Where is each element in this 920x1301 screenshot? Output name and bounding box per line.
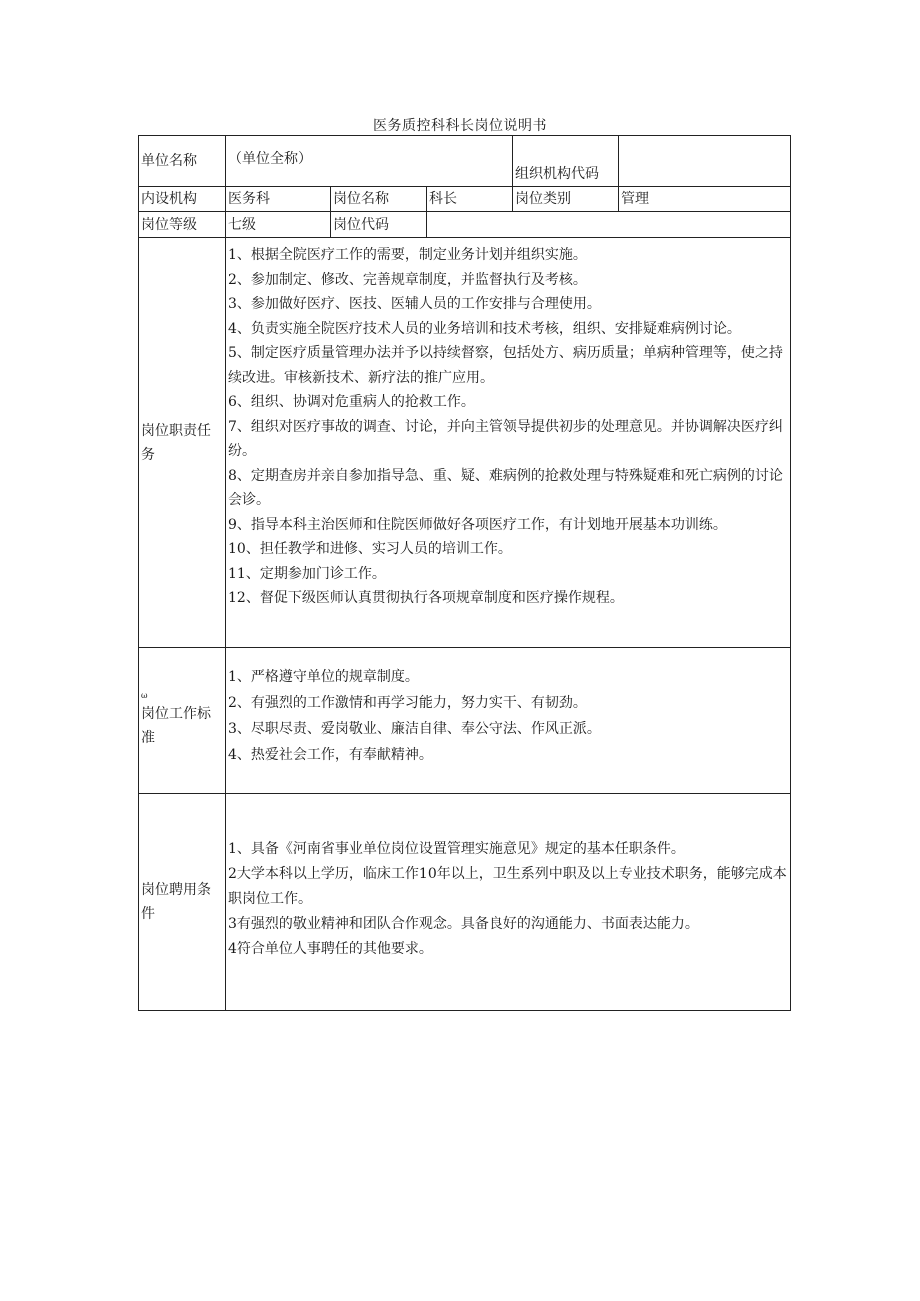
requirement-item: 3有强烈的敬业精神和团队合作观念。具备良好的沟通能力、书面表达能力。 bbox=[228, 916, 699, 932]
standards-label-cell bbox=[139, 648, 226, 794]
dept-value[interactable]: 医务科 bbox=[226, 187, 331, 212]
standards-label: 岗位工作标准 bbox=[141, 705, 211, 746]
duty-item: 8、定期查房并亲自参加指导急、重、疑、难病例的抢救处理与特殊疑难和死亡病例的讨论会诊。 bbox=[228, 467, 783, 508]
duty-item: 6、组织、协调对危重病人的抢救工作。 bbox=[228, 394, 475, 410]
standard-item: 4、热爱社会工作，有奉献精神。 bbox=[228, 747, 433, 763]
standard-item: 1、严格遵守单位的规章制度。 bbox=[228, 669, 419, 685]
duties-label: 岗位职责任务 bbox=[139, 238, 226, 648]
requirements-label: 岗位聘用条件 bbox=[139, 794, 226, 1011]
duty-item: 1、根据全院医疗工作的需要，制定业务计划并组织实施。 bbox=[228, 247, 587, 263]
duty-item: 2、参加制定、修改、完善规章制度，并监督执行及考核。 bbox=[228, 271, 587, 288]
duties-list bbox=[226, 238, 791, 648]
standards-list bbox=[226, 648, 791, 794]
row-standards bbox=[139, 648, 791, 794]
post-grade-label: 岗位等级 bbox=[139, 212, 226, 238]
requirement-item: 4符合单位人事聘任的其他要求。 bbox=[228, 941, 433, 957]
requirement-item: 1、具备《河南省事业单位岗位设置管理实施意见》规定的基本任职条件。 bbox=[228, 841, 685, 857]
duty-item: 10、担任教学和进修、实习人员的培训工作。 bbox=[228, 541, 512, 557]
org-code-value[interactable] bbox=[619, 136, 791, 187]
dept-label: 内设机构 bbox=[139, 187, 226, 212]
post-code-label: 岗位代码 bbox=[331, 212, 427, 238]
post-type-value[interactable]: 管理 bbox=[619, 187, 791, 212]
row-duties bbox=[139, 238, 791, 648]
unit-name-label: 单位名称 bbox=[139, 136, 226, 187]
standards-mark: ω bbox=[141, 690, 148, 700]
org-code-label: 组织机构代码 bbox=[513, 136, 619, 187]
requirements-list bbox=[226, 794, 791, 1011]
duty-item: 12、督促下级医师认真贯彻执行各项规章制度和医疗操作规程。 bbox=[228, 590, 624, 606]
row-unit-name bbox=[139, 136, 791, 187]
requirement-item: 2大学本科以上学历，临床工作10年以上，卫生系列中职及以上专业技术职务，能够完成本职岗位工作。 bbox=[228, 866, 787, 907]
post-grade-value[interactable]: 七级 bbox=[226, 212, 331, 238]
unit-name-value[interactable]: （单位全称） bbox=[226, 136, 513, 187]
post-name-value[interactable]: 科长 bbox=[427, 187, 513, 212]
post-code-value[interactable] bbox=[427, 212, 791, 238]
document-title: 医务质控科科长岗位说明书 bbox=[373, 118, 547, 134]
duty-item: 4、负责实施全院医疗技术人员的业务培训和技术考核，组织、安排疑难病例讨论。 bbox=[228, 320, 741, 337]
duty-item: 3、参加做好医疗、医技、医辅人员的工作安排与合理使用。 bbox=[228, 296, 601, 312]
row-grade bbox=[139, 212, 791, 238]
standard-item: 2、有强烈的工作激情和再学习能力，努力实干、有韧劲。 bbox=[228, 695, 587, 711]
standard-item: 3、尽职尽责、爱岗敬业、廉洁自律、奉公守法、作风正派。 bbox=[228, 721, 601, 737]
job-description-table bbox=[138, 135, 791, 1011]
post-type-label: 岗位类别 bbox=[513, 187, 619, 212]
row-requirements bbox=[139, 794, 791, 1011]
duty-item: 11、定期参加门诊工作。 bbox=[228, 565, 386, 582]
duty-item: 9、指导本科主治医师和住院医师做好各项医疗工作，有计划地开展基本功训练。 bbox=[228, 516, 727, 533]
duty-item: 5、制定医疗质量管理办法并予以持续督察，包括处方、病历质量；单病种管理等，使之持续改进。审核新技术、新疗法的推广应用。 bbox=[228, 345, 783, 386]
post-name-label: 岗位名称 bbox=[331, 187, 427, 212]
row-department bbox=[139, 187, 791, 212]
duty-item: 7、组织对医疗事故的调查、讨论，并向主管领导提供初步的处理意见。并协调解决医疗纠纷。 bbox=[228, 418, 783, 459]
